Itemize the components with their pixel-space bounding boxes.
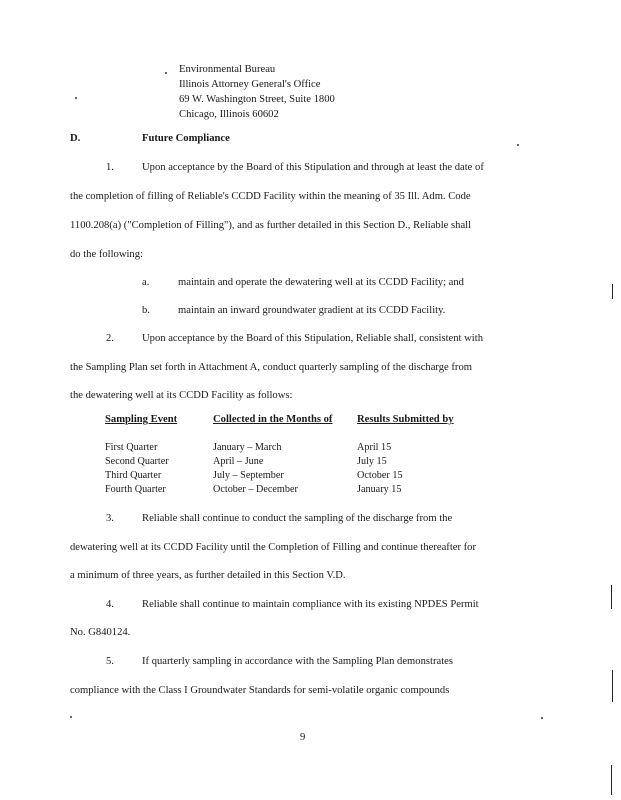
paragraph-line: Reliable shall continue to maintain compliance with its existing NPDES Permit [142, 599, 479, 610]
paragraph-line: 1100.208(a) ("Completion of Filling"), and as further detailed in this Section D., Reliable shall [70, 220, 472, 231]
paragraph-number: 1. [106, 162, 114, 173]
scan-speck [517, 144, 519, 146]
paragraph-line: the completion of filling of Reliable's CCDD Facility within the meaning of 35 Ill. Adm. Code [70, 191, 471, 202]
table-cell: October – December [213, 484, 298, 495]
paragraph-line: If quarterly sampling in accordance with the Sampling Plan demonstrates [142, 656, 453, 667]
paragraph-number: 5. [106, 656, 114, 667]
list-item-label: a. [142, 277, 150, 288]
table-header: Collected in the Months of [213, 414, 333, 425]
address-line: Illinois Attorney General's Office [179, 79, 321, 90]
table-cell: Third Quarter [105, 470, 162, 481]
scan-speck [165, 72, 167, 74]
paragraph-line: compliance with the Class I Groundwater Standards for semi-volatile organic compounds [70, 685, 450, 696]
paragraph-number: 3. [106, 513, 114, 524]
table-cell: July 15 [357, 456, 387, 467]
table-cell: January – March [213, 442, 282, 453]
paragraph-line: Upon acceptance by the Board of this Stipulation and through at least the date of [142, 162, 484, 173]
paragraph-line: dewatering well at its CCDD Facility until the Completion of Filling and continue thereafter for [70, 542, 477, 553]
table-cell: April 15 [357, 442, 392, 453]
table-header: Results Submitted by [357, 414, 454, 425]
address-line: Chicago, Illinois 60602 [179, 109, 279, 120]
list-item: maintain an inward groundwater gradient at its CCDD Facility. [178, 305, 446, 316]
revision-mark [611, 765, 612, 795]
revision-mark [612, 284, 613, 299]
paragraph-line: the Sampling Plan set forth in Attachment A, conduct quarterly sampling of the discharge from [70, 362, 472, 373]
table-cell: July – September [213, 470, 284, 481]
paragraph-number: 4. [106, 599, 114, 610]
section-title: Future Compliance [142, 133, 230, 144]
list-item: maintain and operate the dewatering well at its CCDD Facility; and [178, 277, 464, 288]
table-cell: October 15 [357, 470, 403, 481]
scan-speck [70, 716, 72, 718]
paragraph-number: 2. [106, 333, 114, 344]
table-cell: April – June [213, 456, 264, 467]
table-header: Sampling Event [105, 414, 178, 425]
paragraph-line: the dewatering well at its CCDD Facility as follows: [70, 390, 293, 401]
revision-mark [612, 670, 613, 702]
list-item-label: b. [142, 305, 150, 316]
paragraph-line: Reliable shall continue to conduct the sampling of the discharge from the [142, 513, 453, 524]
address-line: 69 W. Washington Street, Suite 1800 [179, 94, 335, 105]
address-line: Environmental Bureau [179, 64, 276, 75]
paragraph-line: do the following: [70, 249, 143, 260]
scan-speck [541, 717, 543, 719]
table-cell: Second Quarter [105, 456, 169, 467]
paragraph-line: Upon acceptance by the Board of this Stipulation, Reliable shall, consistent with [142, 333, 483, 344]
revision-mark [611, 585, 612, 609]
table-cell: Fourth Quarter [105, 484, 166, 495]
paragraph-line: No. G840124. [70, 627, 131, 638]
table-cell: January 15 [357, 484, 402, 495]
page-number: 9 [300, 732, 306, 743]
table-cell: First Quarter [105, 442, 158, 453]
paragraph-line: a minimum of three years, as further detailed in this Section V.D. [70, 570, 346, 581]
section-letter: D. [70, 133, 81, 144]
scan-speck [75, 97, 77, 99]
